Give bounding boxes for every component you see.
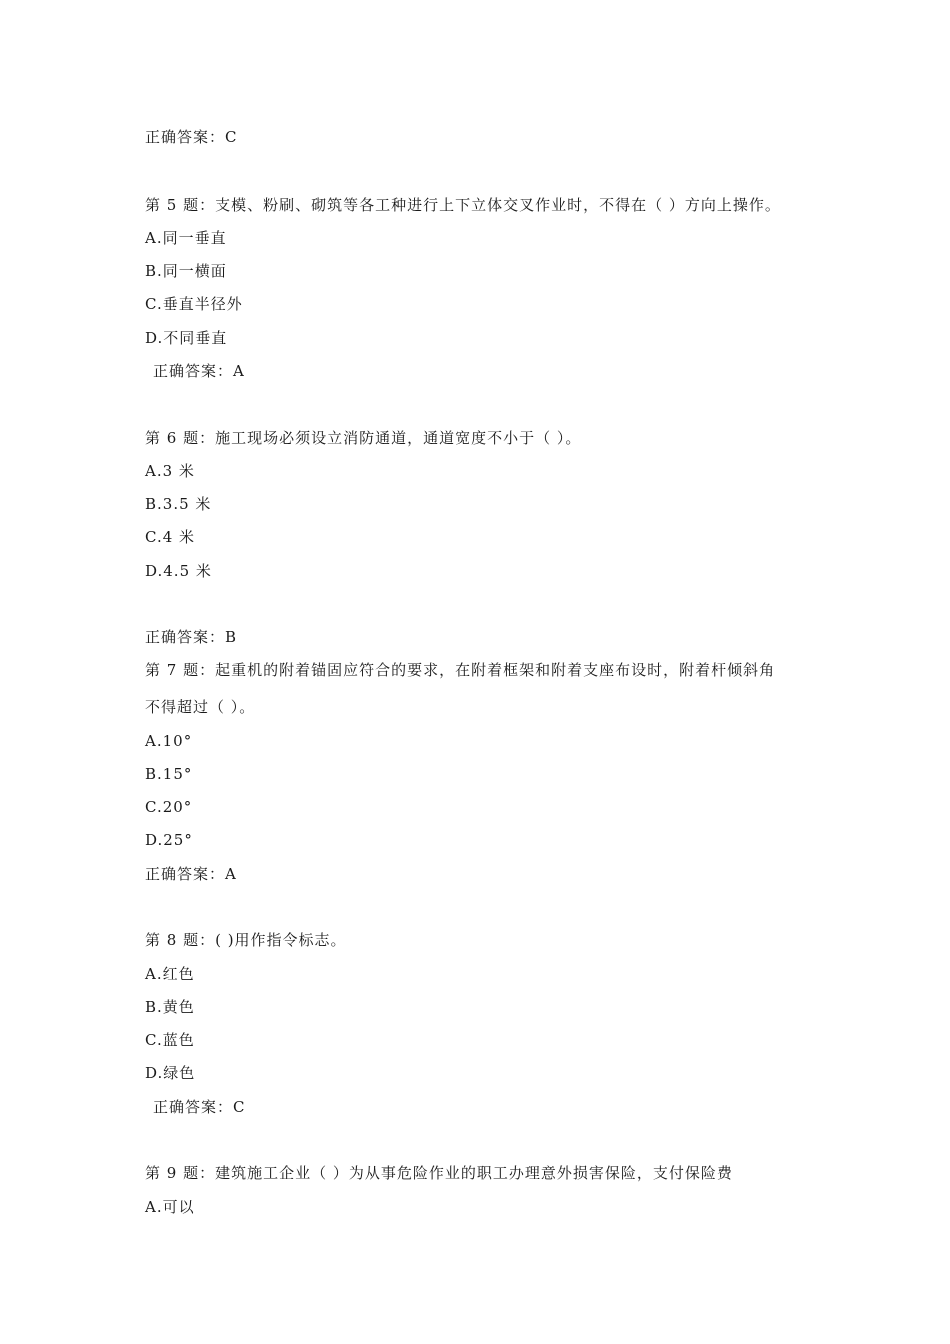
question-5-option-c: C.垂直半径外: [145, 295, 243, 313]
question-7-answer: 正确答案：A: [145, 865, 237, 883]
question-5-answer: 正确答案：A: [153, 362, 245, 380]
question-6-option-d: D.4.5 米: [145, 562, 212, 580]
question-5-option-a: A.同一垂直: [145, 229, 227, 247]
question-9-text: 第 9 题：建筑施工企业（ ）为从事危险作业的职工办理意外损害保险，支付保险费: [145, 1164, 733, 1182]
question-5-text: 第 5 题：支模、粉刷、砌筑等各工种进行上下立体交叉作业时，不得在（ ）方向上操作。: [145, 196, 781, 214]
question-7-option-d: D.25°: [145, 831, 193, 849]
question-7-text-continued: 不得超过（ ）。: [145, 698, 256, 716]
question-6-option-b: B.3.5 米: [145, 495, 212, 513]
question-8-option-a: A.红色: [145, 965, 195, 983]
question-5-option-d: D.不同垂直: [145, 329, 228, 347]
question-7-option-c: C.20°: [145, 798, 193, 816]
question-7-text: 第 7 题：起重机的附着锚固应符合的要求，在附着框架和附着支座布设时，附着杆倾斜角: [145, 661, 776, 679]
question-7-option-b: B.15°: [145, 765, 193, 783]
question-6-answer: 正确答案：B: [145, 628, 238, 646]
question-8-option-d: D.绿色: [145, 1064, 196, 1082]
question-8-option-b: B.黄色: [145, 998, 195, 1016]
question-8-text: 第 8 题：( )用作指令标志。: [145, 931, 347, 949]
question-7-option-a: A.10°: [145, 732, 193, 750]
question-8-option-c: C.蓝色: [145, 1031, 195, 1049]
question-6-option-c: C.4 米: [145, 528, 196, 546]
question-9-option-a: A.可以: [145, 1198, 195, 1216]
question-6-option-a: A.3 米: [145, 462, 195, 480]
question-5-option-b: B.同一横面: [145, 262, 227, 280]
question-8-answer: 正确答案：C: [153, 1098, 246, 1116]
question-6-text: 第 6 题：施工现场必须设立消防通道，通道宽度不小于（ ）。: [145, 429, 582, 447]
answer-line: 正确答案：C: [145, 128, 238, 146]
